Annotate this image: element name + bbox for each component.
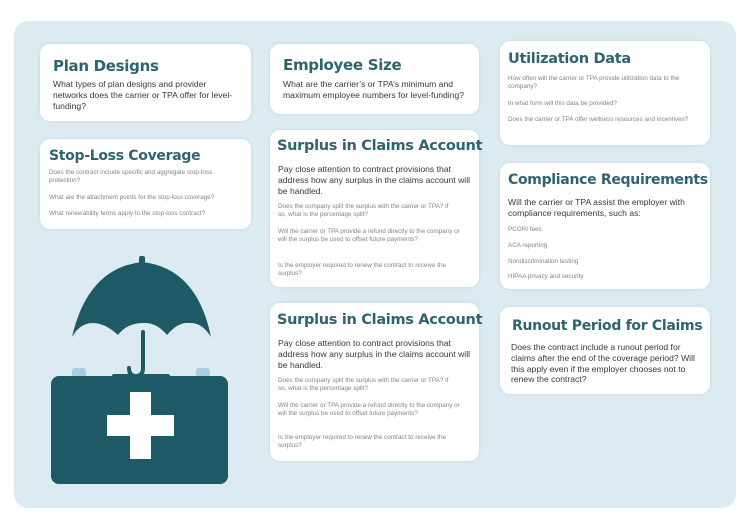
card-title: Plan Designs [53, 57, 159, 75]
card-question: Does the company split the surplus with the carrier or TPA? If so, what is the percentage split? [278, 203, 449, 219]
card-title: Stop-Loss Coverage [49, 148, 201, 164]
card-lead-text: Pay close attention to contract provisions that address how any surplus in the claims account will be handled. [278, 164, 471, 196]
umbrella-handle [129, 332, 143, 376]
card-title: Employee Size [283, 56, 402, 74]
card-question: What are the attachment points for the stop-loss coverage? [49, 194, 215, 201]
card-question: What renewability terms apply to the stop-loss contract? [49, 210, 206, 217]
card-question: How often will the carrier or TPA provide utilization data to the company? [508, 75, 680, 91]
card-lead-text: What types of plan designs and provider networks does the carrier or TPA offer for level-funding? [53, 79, 233, 111]
card-question: Does the contract include specific and aggregate stop-loss protection? [49, 169, 213, 185]
card-lead-text: What are the carrier’s or TPA’s minimum and maximum employee numbers for level-funding? [283, 79, 465, 100]
umbrella-canopy [72, 262, 211, 337]
card-question: Does the company split the surplus with the carrier or TPA? If so, what is the percentage split? [278, 377, 449, 393]
card-question: Does the carrier or TPA offer wellness resources and incentives? [508, 116, 689, 123]
card-title: Utilization Data [508, 51, 631, 67]
umbrella-over-medical-case-icon [48, 256, 233, 488]
umbrella-tip [139, 256, 145, 265]
card-question: Will the carrier or TPA provide a refund directly to the company or will the surplus be used to offset future payments? [278, 402, 460, 418]
card-question: Is the employer required to renew the contract to receive the surplus? [278, 262, 447, 278]
compliance-item: PCORI fees [508, 226, 542, 233]
compliance-item: HIPAA privacy and security [508, 273, 584, 280]
card-lead-text: Pay close attention to contract provisions that address how any surplus in the claims account will be handled. [278, 338, 471, 370]
card-plan-designs [40, 44, 251, 121]
card-title: Surplus in Claims Account [277, 138, 483, 154]
compliance-item: Nondiscrimination testing [508, 258, 579, 265]
card-surplus-claims-account [270, 130, 483, 287]
card-runout-period [500, 307, 710, 394]
card-question: In what form will this data be provided? [508, 100, 617, 107]
card-employee-size [270, 44, 479, 114]
compliance-item: ACA reporting [508, 242, 548, 249]
card-compliance-requirements [500, 163, 710, 289]
card-lead-text: Does the contract include a runout period for claims after the end of the coverage period? Will this apply even if the employer chooses not to renew the contract? [511, 342, 695, 385]
card-stop-loss-coverage [40, 139, 251, 229]
card-lead-text: Will the carrier or TPA assist the employer with compliance requirements, such as: [508, 197, 685, 218]
card-utilization-data [500, 41, 710, 145]
card-question: Is the employer required to renew the contract to receive the surplus? [278, 434, 447, 450]
card-question: Will the carrier or TPA provide a refund directly to the company or will the surplus be used to offset future payments? [278, 228, 460, 244]
card-title: Surplus in Claims Account [277, 312, 483, 328]
card-title: Compliance Requirements [508, 172, 708, 188]
card-surplus-claims-account-2 [270, 303, 483, 461]
card-title: Runout Period for Claims [512, 318, 703, 334]
